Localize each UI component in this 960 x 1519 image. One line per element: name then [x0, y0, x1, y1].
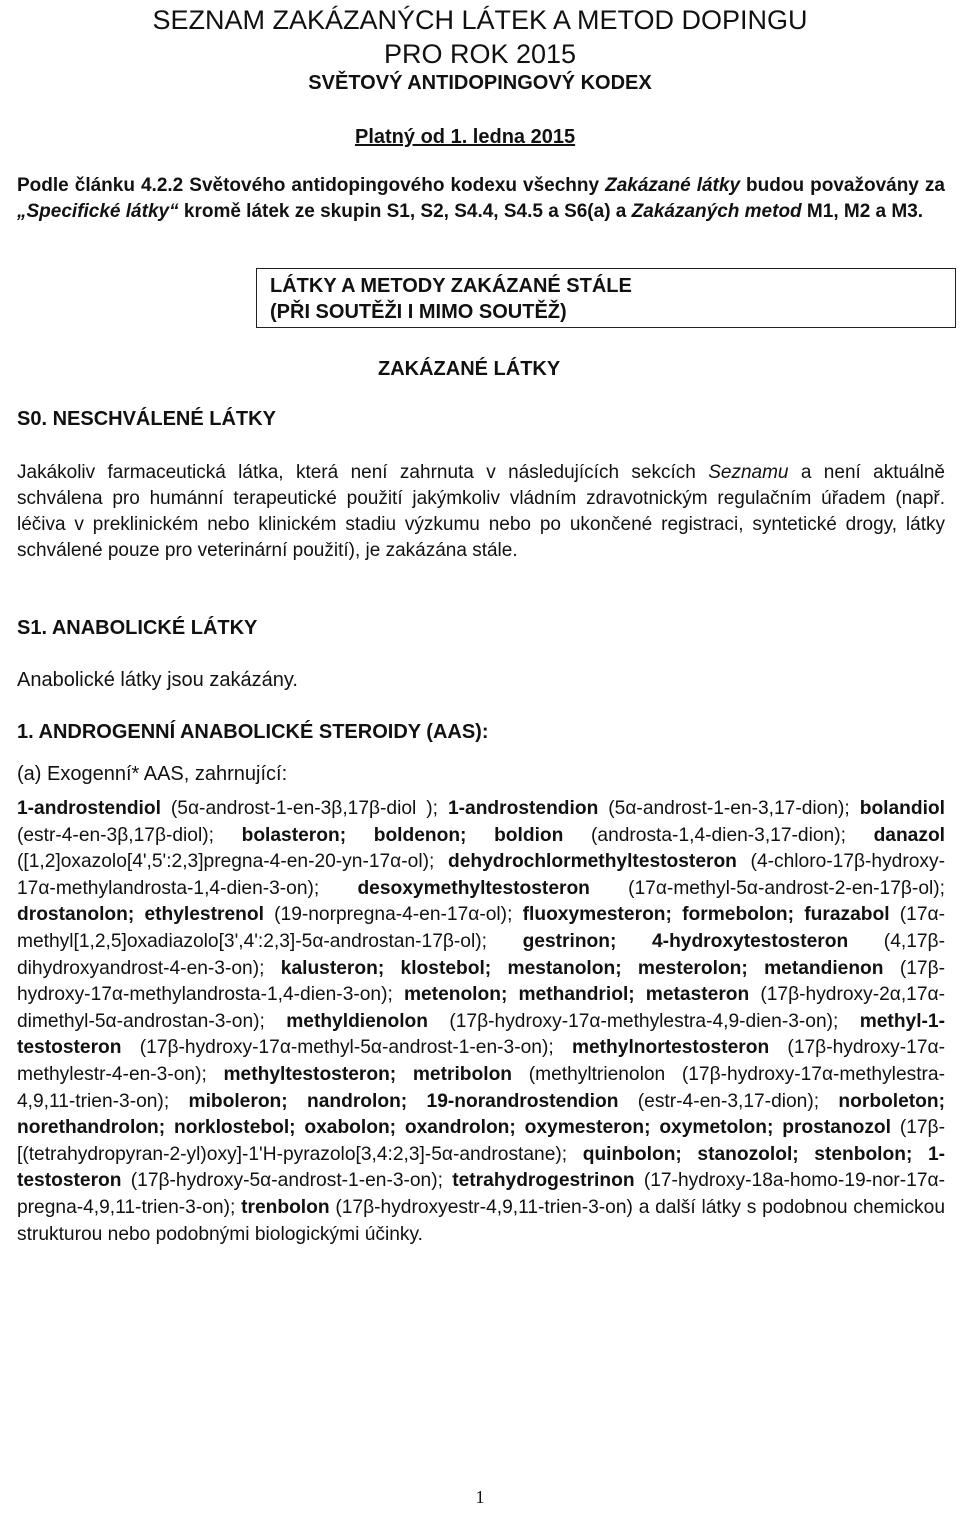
substance-chemical-name: (17β-hydroxy-2α,17α-dimethyl-5α-androstan-3-on);	[17, 984, 946, 1032]
s0-paragraph	[17, 460, 945, 564]
substance-chemical-name: (4,17β-dihydroxyandrost-4-en-3-on);	[17, 930, 945, 979]
substance-chemical-name: (17-hydroxy-18a-homo-19-nor-17α-pregna-4,9,11-trien-3-on);	[17, 1170, 945, 1218]
substance-chemical-name: (17α-methyl-5α-androst-2-en-17β-ol);	[589, 877, 945, 899]
substance-name: bolandiol	[859, 798, 945, 819]
substance-name: drostanolon; ethylestrenol	[17, 904, 264, 926]
exogenous-aas-label: (a) Exogenní* AAS, zahrnující:	[17, 763, 288, 785]
intro-paragraph	[17, 173, 945, 225]
substance-chemical-name: (estr-4-en-3,17-dion);	[618, 1090, 839, 1112]
intro-text-1: Podle článku 4.2.2 Světového antidopingového kodexu všechny	[17, 175, 606, 196]
substance-name: desoxymethyltestosteron	[357, 877, 590, 899]
page-number: 1	[475, 1487, 485, 1507]
substance-chemical-name: (17β-hydroxy-5α-androst-1-en-3-on);	[121, 1170, 453, 1192]
substance-chemical-name: (19-norpregna-4-en-17α-ol);	[263, 904, 523, 926]
validity-date: Platný od 1. ledna 2015	[355, 126, 576, 148]
intro-text-4: M1, M2 a M3.	[801, 201, 924, 222]
aas-heading: 1. ANDROGENNÍ ANABOLICKÉ STEROIDY (AAS):	[17, 721, 489, 743]
document-title-line1: SEZNAM ZAKÁZANÝCH LÁTEK A METOD DOPINGU	[152, 5, 808, 35]
substance-name: danazol	[873, 824, 945, 846]
intro-italic-3: Zakázaných metod	[631, 201, 802, 222]
s1-text: Anabolické látky jsou zakázány.	[17, 669, 298, 691]
substance-name: norboleton; norethandrolon; norklostebol; oxabolon; oxandrolon; oxymesteron; oxymetolon; prostanozol	[17, 1090, 945, 1139]
document-subtitle: SVĚTOVÝ ANTIDOPINGOVÝ KODEX	[308, 72, 652, 94]
substance-name: gestrinon; 4-hydroxytestosteron	[522, 930, 849, 952]
substance-chemical-name: (17β-[(tetrahydropyran-2-yl)oxy]-1'H-pyrazolo[3,4:2,3]-5α-androstane);	[17, 1117, 945, 1165]
substance-name: trenbolon	[241, 1196, 330, 1218]
s0-text-a: Jakákoliv farmaceutická látka, která není zahrnuta v následujících sekcích	[17, 462, 709, 483]
substance-chemical-name: (5α-androst-1-en-3,17-dion);	[598, 798, 860, 819]
substance-chemical-name: (17β-hydroxyestr-4,9,11-trien-3-on) a další látky s podobnou chemickou strukturou nebo podobnými biologickými účinky.	[17, 1196, 945, 1245]
intro-italic-2: „Specifické látky“	[17, 201, 179, 222]
substance-name: bolasteron; boldenon; boldion	[241, 824, 564, 846]
substance-name: methyldienolon	[286, 1010, 428, 1032]
prohibited-substances-heading: ZAKÁZANÉ LÁTKY	[378, 358, 561, 380]
substance-name: miboleron; nandrolon; 19-norandrostendion	[188, 1090, 619, 1112]
section-box-subtitle: (PŘI SOUTĚŽI I MIMO SOUTĚŽ)	[270, 301, 567, 323]
substance-chemical-name: (estr-4-en-3β,17β-diol);	[17, 824, 242, 846]
substance-chemical-name: (5α-androst-1-en-3β,17β-diol );	[160, 798, 448, 819]
substance-name: methyl-1-testosteron	[17, 1010, 945, 1059]
aas-substance-list	[17, 796, 945, 1248]
s0-text-italic: Seznamu	[708, 462, 789, 483]
substance-chemical-name: ([1,2]oxazolo[4',5':2,3]pregna-4-en-20-yn-17α-ol);	[17, 851, 448, 873]
intro-text-3: kromě látek ze skupin S1, S2, S4.4, S4.5 a S6(a) a	[178, 201, 632, 222]
substance-name: kalusteron; klostebol; mestanolon; mesterolon; metandienon	[280, 957, 884, 979]
substance-chemical-name: (androsta-1,4-dien-3,17-dion);	[563, 824, 874, 846]
substance-name: quinbolon; stanozolol; stenbolon; 1-testosteron	[17, 1143, 946, 1192]
s1-heading: S1. ANABOLICKÉ LÁTKY	[17, 617, 258, 639]
substance-chemical-name: (methyltrienolon (17β-hydroxy-17α-methylestra-4,9,11-trien-3-on);	[17, 1063, 945, 1112]
substance-chemical-name: (4-chloro-17β-hydroxy-17α-methylandrosta-1,4-dien-3-on);	[17, 851, 945, 899]
document-title-line2: PRO ROK 2015	[383, 39, 577, 69]
intro-italic-1: Zakázané látky	[605, 175, 741, 196]
substance-name: fluoxymesteron; formebolon; furazabol	[522, 904, 890, 926]
substance-name: 1-androstendion	[447, 798, 599, 819]
section-box-title: LÁTKY A METODY ZAKÁZANÉ STÁLE	[270, 275, 632, 297]
substance-chemical-name: (17α-methyl[1,2,5]oxadiazolo[3',4':2,3]-5α-androstan-17β-ol);	[17, 904, 946, 952]
substance-name: tetrahydrogestrinon	[452, 1170, 635, 1192]
substance-name: dehydrochlormethyltestosteron	[447, 851, 737, 873]
substance-chemical-name: (17β-hydroxy-17α-methylandrosta-1,4-dien-3-on);	[17, 957, 945, 1006]
substance-name: methyltestosteron; metribolon	[223, 1063, 513, 1085]
substance-name: 1-androstendiol	[17, 798, 161, 819]
substance-chemical-name: (17β-hydroxy-17α-methylestra-4,9-dien-3-on);	[428, 1010, 860, 1032]
substance-chemical-name: (17β-hydroxy-17α-methylestr-4-en-3-on);	[17, 1037, 945, 1085]
s0-heading: S0. NESCHVÁLENÉ LÁTKY	[17, 408, 276, 430]
substance-name: metenolon; methandriol; metasteron	[403, 984, 750, 1006]
substance-chemical-name: (17β-hydroxy-17α-methyl-5α-androst-1-en-3-on);	[121, 1037, 572, 1059]
intro-text-2: budou považovány za	[740, 175, 945, 196]
substance-name: methylnortestosteron	[571, 1037, 770, 1059]
s0-text-b: a není aktuálně schválena pro humánní terapeutické použití jakýmkoliv vládním zdravotnickým regulačním úřadem (např. léčiva v preklinickém nebo klinickém stadiu výzkumu nebo po ukončené registraci, syntetické drogy, látky schválené pouze pro veterinární použití), je zakázána stále.	[17, 462, 945, 561]
